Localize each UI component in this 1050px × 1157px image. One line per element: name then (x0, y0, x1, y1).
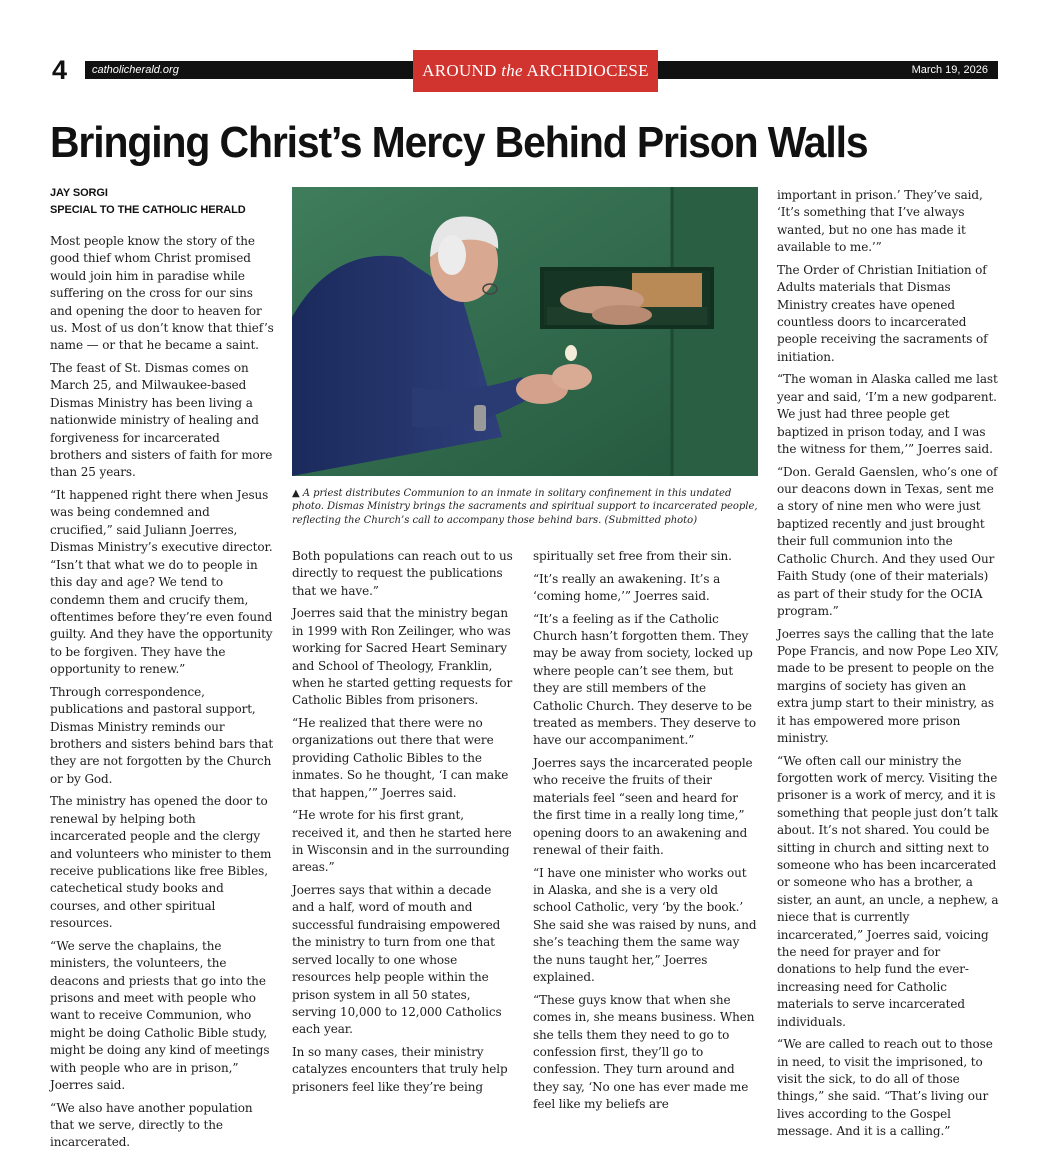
paragraph: The ministry has opened the door to renewal by helping both incarcerated people and the clergy and volunteers who minister to them receive publications like free Bibles, catechetical study books and courses, and other spiritual resources. (50, 794, 272, 931)
article-column-3 (533, 548, 759, 1119)
paragraph: “These guys know that when she comes in, she means business. When she tells them they need to go to confession first, they’ll go to confession. They turn around and they say, ‘No one has ever made me feel like my beliefs are (533, 992, 755, 1112)
section-banner-pre: AROUND (422, 61, 502, 80)
byline-author: JAY SORGI (50, 187, 108, 199)
photo-caption-text: A priest distributes Communion to an inmate in solitary confinement in this undated photo. Dismas Ministry brings the sacraments and spiritual support to incarcerated people, reflecting the Church’s call to accompany those behind bars. (Submitted photo) (292, 488, 758, 526)
paragraph: Both populations can reach out to us directly to request the publications that we have.” (292, 549, 513, 598)
paragraph: “The woman in Alaska called me last year and said, ‘I’m a new godparent. We just had three people get baptized in prison today, and I was the witness for them,’” Joerres said. (777, 372, 998, 457)
article-column-2 (292, 548, 517, 1101)
paragraph: “We also have another population that we serve, directly to the incarcerated. (50, 1100, 253, 1150)
paragraph: “Don. Gerald Gaenslen, who’s one of our deacons down in Texas, sent me a story of nine men who were just baptized recently and just brought their full communion into the Catholic Church. And they used Our Faith Study (one of their materials) as part of their study for the OCIA program.” (777, 464, 998, 618)
section-banner (413, 50, 658, 92)
section-banner-post: ARCHDIOCESE (522, 61, 649, 80)
article-photo (292, 187, 758, 476)
paragraph: “We are called to reach out to those in need, to visit the imprisoned, to visit the sick, to do all of those things,” she said. “That’s living our lives according to the Gospel message. And it is a calling.” (777, 1037, 993, 1139)
paragraph: “It’s a feeling as if the Catholic Church hasn’t forgotten them. They may be away from society, locked up where people can’t see them, but they are still members of the Catholic Church. They deserve to be treated as members. They deserve to have our accompaniment.” (533, 611, 756, 748)
paragraph: “He realized that there were no organizations out there that were providing Catholic Bibles to the inmates. So he thought, ‘I can make that happen,’” Joerres said. (292, 716, 509, 800)
paragraph: Joerres says that within a decade and a half, word of mouth and successful fundraising empowered the ministry to turn from one that served locally to one whose resources help people within the prison system in all 50 states, serving 10,000 to 12,000 Catholics each year. (292, 883, 502, 1037)
issue-date: March 19, 2026 (911, 64, 988, 76)
byline-role: SPECIAL TO THE CATHOLIC HERALD (50, 204, 246, 216)
page-number: 4 (52, 55, 68, 85)
site-url[interactable]: catholicherald.org (92, 64, 179, 76)
article-column-4 (777, 187, 999, 1146)
triangle-up-icon: ▲ (292, 488, 300, 499)
paragraph: “It happened right there when Jesus was being condemned and crucified,” said Juliann Joerres, Dismas Ministry’s executive director. “Isn’t that what we do to people in this day and age? We tend to condemn them and crucify them, oftentimes before they’re even found guilty. And they have the opportunity to be forgiven. They have the opportunity to renew.” (50, 488, 273, 677)
paragraph: The Order of Christian Initiation of Adults materials that Dismas Ministry creates have opened countless doors to incarcerated people receiving the sacraments of initiation. (777, 262, 988, 364)
paragraph: “We serve the chaplains, the ministers, the volunteers, the deacons and priests that go into the prisons and meet with people who want to receive Communion, who might be doing Catholic Bible study, might be doing any kind of meetings with people who are in prison,” Joerres said. (50, 938, 270, 1093)
article-headline: Bringing Christ’s Mercy Behind Prison Walls (50, 118, 868, 167)
paragraph: “It’s really an awakening. It’s a ‘coming home,’” Joerres said. (533, 571, 721, 603)
photo-illustration (292, 187, 758, 476)
paragraph: “I have one minister who works out in Alaska, and she is a very old school Catholic, very ‘by the book.’ She said she was raised by nuns, and she’s teaching them the same way the nuns taught her,” Joerres explained. (533, 865, 757, 985)
page-header (52, 50, 998, 92)
paragraph: important in prison.’ They’ve said, ‘It’s something that I’ve always wanted, but no one has made it available to me.’” (777, 188, 983, 255)
article-column-1 (50, 185, 274, 1157)
paragraph: In so many cases, their ministry catalyzes encounters that truly help prisoners feel like they’re being (292, 1044, 508, 1094)
paragraph: “He wrote for his first grant, received it, and then he started here in Wisconsin and in the surrounding areas.” (292, 808, 512, 875)
photo-caption (292, 487, 762, 527)
paragraph: Through correspondence, publications and pastoral support, Dismas Ministry reminds our brothers and sisters behind bars that they are not forgotten by the Church or by God. (50, 684, 274, 786)
paragraph: spiritually set free from their sin. (533, 549, 732, 563)
section-banner-em: the (501, 61, 523, 80)
paragraph: “We often call our ministry the forgotten work of mercy. Visiting the prisoner is a work of mercy, and it is something that people just don’t talk about. It’s not shared. You could be sitting in church and sitting next to someone who has been incarcerated or someone who has a brother, a sister, an aunt, an uncle, a nephew, a niece that is currently incarcerated,” Joerres said, voicing the need for prayer and for donations to help fund the ever-increasing need for Catholic materials to serve incarcerated individuals. (777, 753, 999, 1029)
paragraph: Joerres said that the ministry began in 1999 with Ron Zeilinger, who was working for Sacred Heart Seminary and School of Theology, Franklin, when he started getting requests for Catholic Bibles from prisoners. (292, 606, 513, 708)
paragraph: Joerres says the calling that the late Pope Francis, and now Pope Leo XIV, made to be present to people on the margins of society has given an extra jump start to their ministry, as it has empowered more prison ministry. (777, 626, 999, 745)
paragraph: The feast of St. Dismas comes on March 25, and Milwaukee-based Dismas Ministry has been living a nationwide ministry of healing and forgiveness for incarcerated brothers and sisters of faith for more than 25 years. (50, 361, 273, 480)
byline (50, 185, 274, 219)
paragraph: Most people know the story of the good thief whom Christ promised would join him in paradise while suffering on the cross for our sins and opening the door to heaven for us. Most of us don’t know that thief’s name — or that he became a saint. (50, 234, 274, 353)
paragraph: Joerres says the incarcerated people who receive the fruits of their materials feel “seen and heard for the first time in a really long time,” opening doors to an awakening and renewal of their faith. (533, 756, 753, 858)
